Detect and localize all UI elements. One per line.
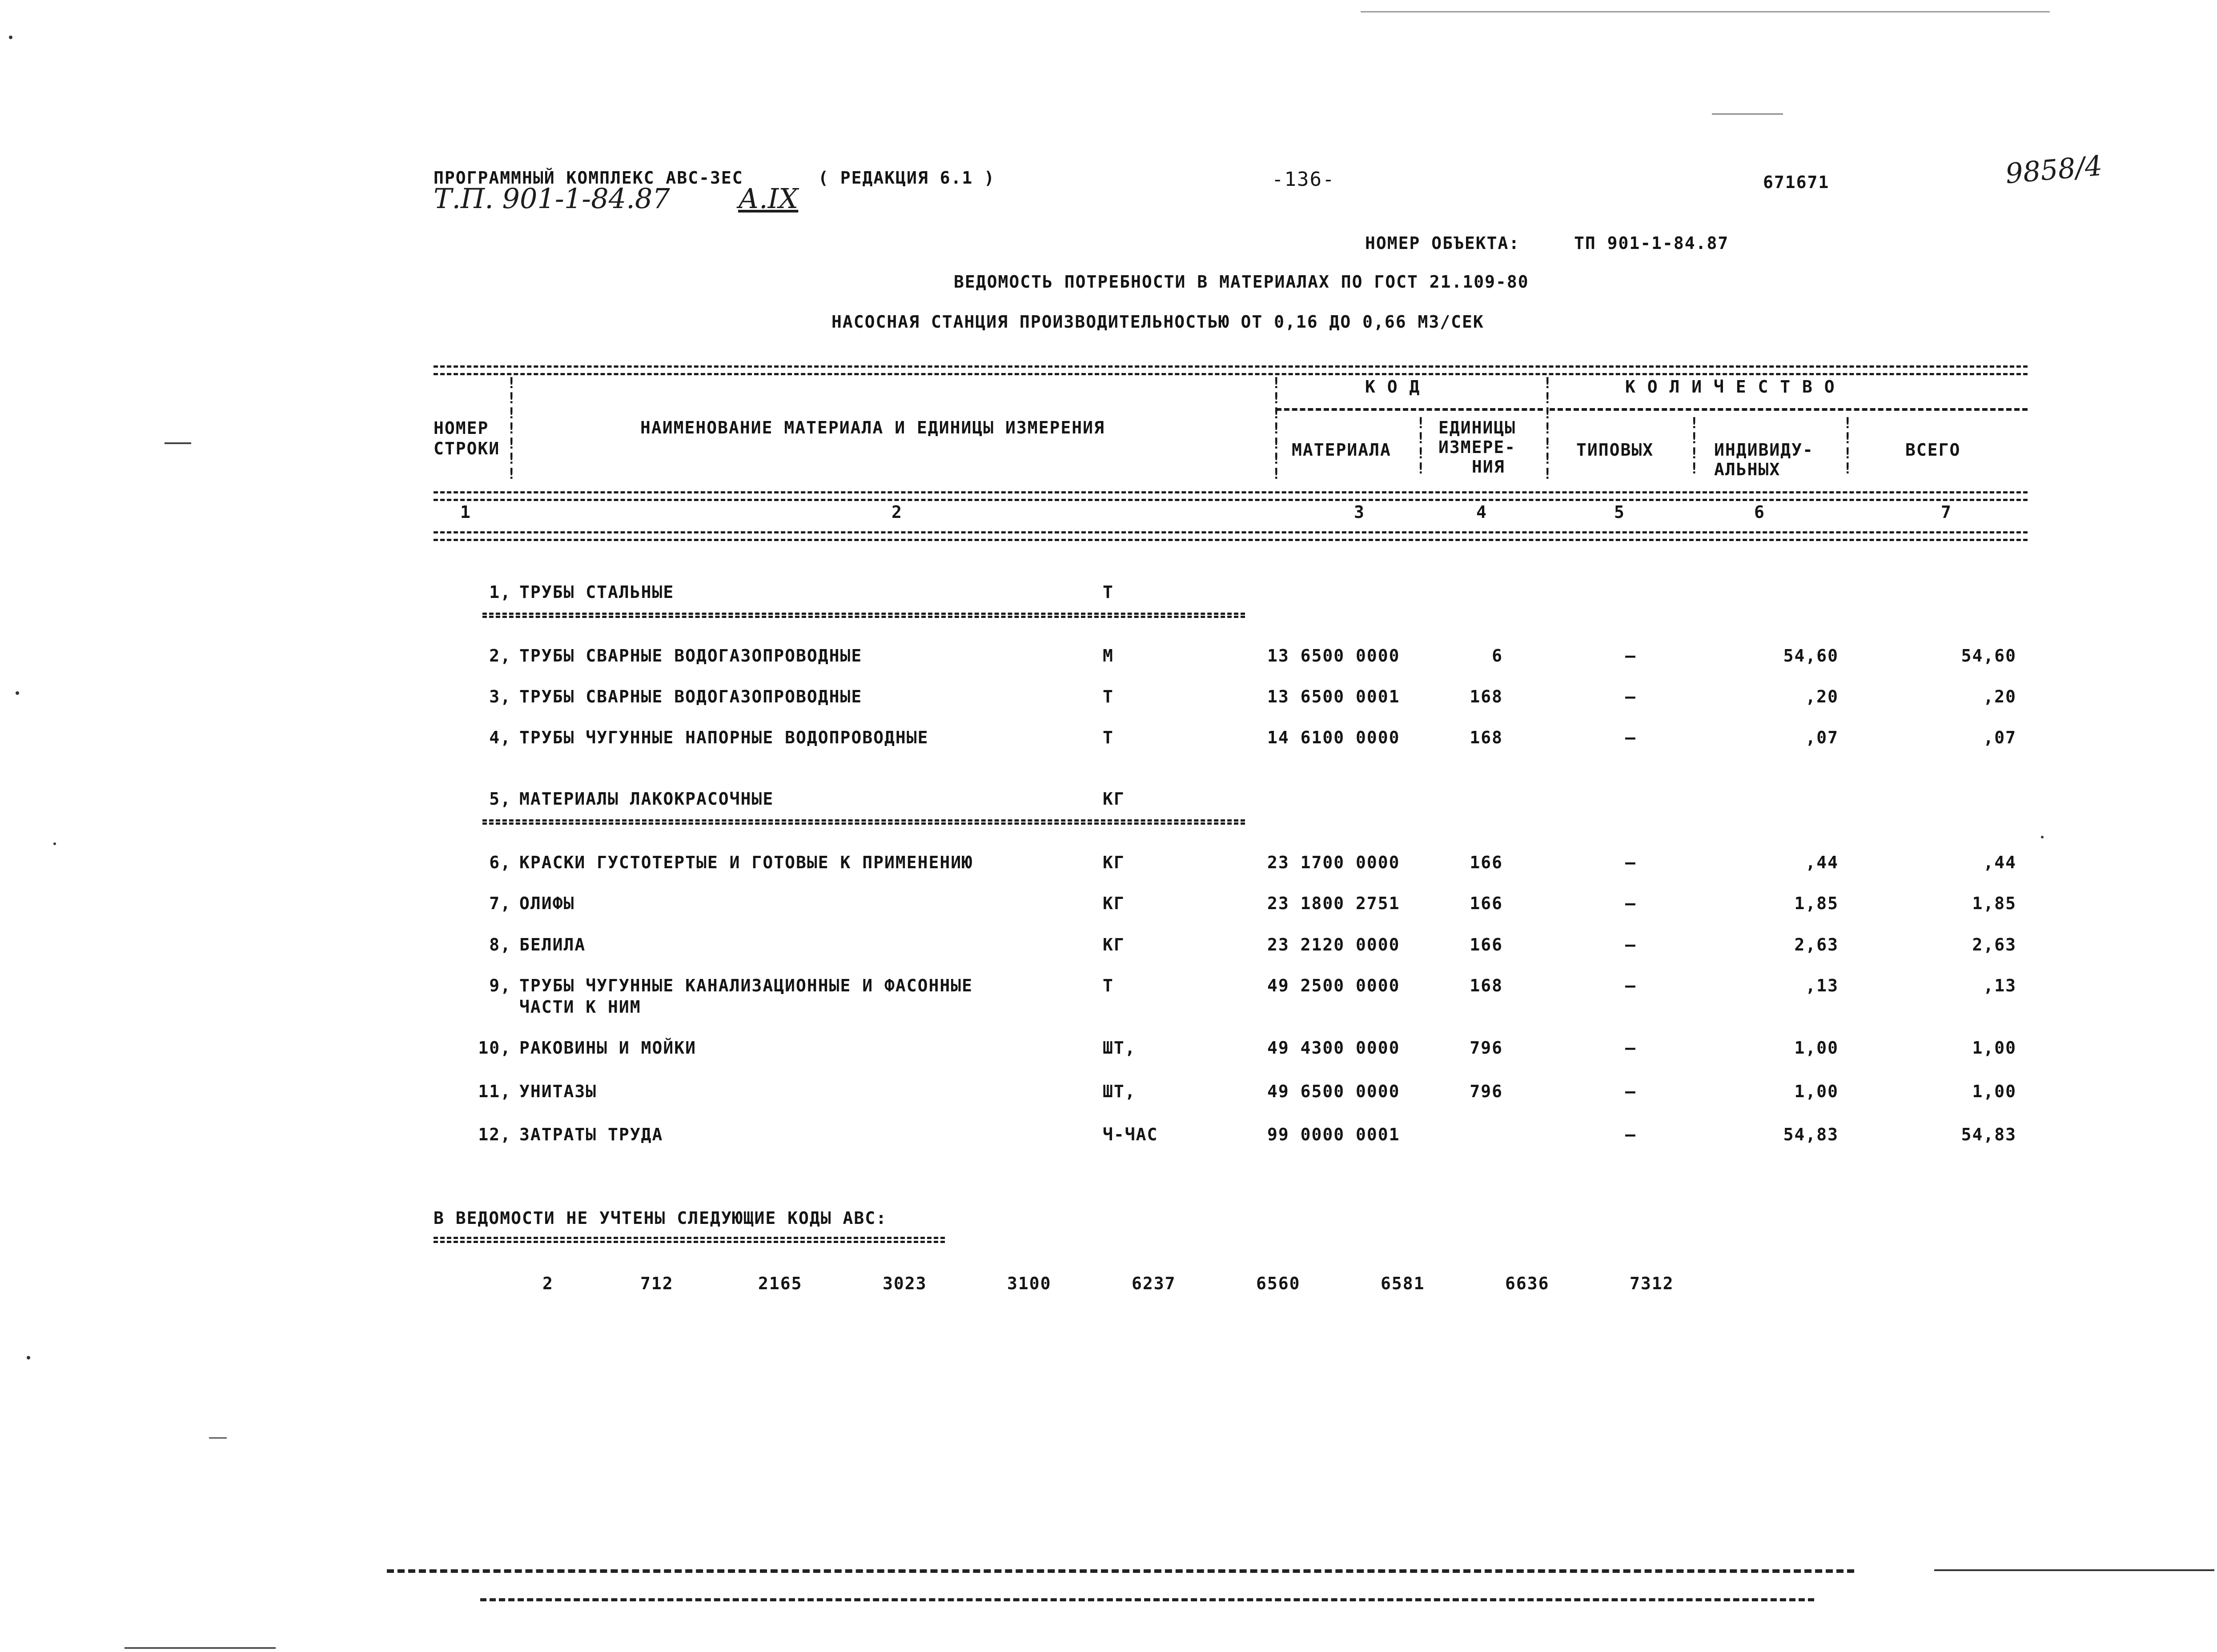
material-code: 23 1800 2751	[1267, 894, 1400, 913]
unit: Ч-ЧАС	[1103, 1125, 1158, 1144]
material-name-continued: ЧАСТИ К НИМ	[519, 997, 641, 1017]
table-number-rule	[434, 531, 2028, 541]
table-row	[0, 935, 2217, 962]
col-number: 6	[1754, 502, 1765, 522]
unit: Т	[1103, 582, 1114, 602]
unit: Т	[1103, 687, 1114, 706]
individual-qty: 1,00	[1794, 1082, 1839, 1101]
abc-code: 3100	[1007, 1274, 1052, 1293]
table-row	[0, 1038, 2217, 1065]
document-subtitle: НАСОСНАЯ СТАНЦИЯ ПРОИЗВОДИТЕЛЬНОСТЬЮ ОТ 0,16 ДО 0,66 М3/СЕК	[831, 312, 1484, 332]
col-separator: ! ! ! ! ! ! !	[1272, 374, 1281, 483]
col-number: 3	[1354, 502, 1365, 522]
page-number: -136-	[1272, 168, 1335, 191]
scan-speck	[2041, 836, 2044, 838]
row-number: 6,	[489, 853, 511, 872]
doc-code: 671671	[1763, 172, 1830, 192]
qty-group-rule	[1550, 408, 2028, 411]
individual-qty: ,07	[1805, 728, 1839, 747]
material-code: 49 4300 0000	[1267, 1038, 1400, 1058]
object-value: ТП 901-1-84.87	[1574, 233, 1729, 253]
code-group-header: К О Д	[1365, 377, 1421, 397]
typical-qty: —	[1625, 1082, 1636, 1101]
total-qty: 1,00	[1972, 1082, 2016, 1101]
table-row	[0, 789, 2217, 816]
abc-code: 7312	[1630, 1274, 1674, 1293]
individual-qty: 1,85	[1794, 894, 1839, 913]
col-number: 2	[892, 502, 903, 522]
total-header: ВСЕГО	[1905, 440, 1961, 460]
material-name: МАТЕРИАЛЫ ЛАКОКРАСОЧНЫЕ	[519, 789, 774, 809]
individual-header-line1: ИНДИВИДУ-	[1714, 440, 1814, 460]
row-number: 1,	[489, 582, 511, 602]
individual-qty: ,13	[1805, 976, 1839, 995]
row-number: 11,	[478, 1082, 511, 1101]
row-number: 9,	[489, 976, 511, 995]
edition-label: ( РЕДАКЦИЯ 6.1 )	[818, 168, 996, 188]
handwritten-project: Т.П. 901-1-84.87	[434, 182, 670, 215]
scan-artifact-line	[125, 1647, 276, 1649]
typical-header: ТИПОВЫХ	[1576, 440, 1654, 460]
scan-speck	[53, 842, 56, 845]
total-qty: ,13	[1983, 976, 2016, 995]
material-name: ЗАТРАТЫ ТРУДА	[519, 1125, 663, 1144]
individual-header	[1714, 440, 1814, 479]
table-head-rule	[434, 491, 2028, 501]
scan-artifact-line	[1934, 1569, 2214, 1571]
unit: КГ	[1103, 853, 1125, 872]
unit: ШТ,	[1103, 1082, 1136, 1101]
material-code: 13 6500 0001	[1267, 687, 1400, 706]
unit-code-header-line2: ИЗМЕРЕ-	[1438, 437, 1516, 457]
note-underline	[434, 1237, 945, 1243]
table-row	[0, 728, 2217, 754]
material-code: 49 6500 0000	[1267, 1082, 1400, 1101]
unit-code-header-line1: ЕДИНИЦЫ	[1438, 418, 1516, 437]
row-number: 7,	[489, 894, 511, 913]
unit-code: 168	[1470, 728, 1503, 747]
scan-artifact-line	[387, 1569, 1854, 1573]
object-label: НОМЕР ОБЪЕКТА:	[1365, 233, 1520, 253]
row-number-header-line1: НОМЕР	[434, 418, 489, 438]
table-row	[0, 1125, 2217, 1151]
uncounted-codes-note: В ВЕДОМОСТИ НЕ УЧТЕНЫ СЛЕДУЮЩИЕ КОДЫ АВС:	[434, 1208, 887, 1228]
material-code: 23 2120 0000	[1267, 935, 1400, 954]
scan-artifact-line	[480, 1598, 1814, 1601]
table-row	[0, 582, 2217, 609]
typical-qty: —	[1625, 894, 1636, 913]
unit-code: 6	[1492, 646, 1503, 666]
row-number: 12,	[478, 1125, 511, 1144]
material-name: ТРУБЫ СВАРНЫЕ ВОДОГАЗОПРОВОДНЫЕ	[519, 687, 863, 706]
material-name: КРАСКИ ГУСТОТЕРТЫЕ И ГОТОВЫЕ К ПРИМЕНЕНИЮ	[519, 853, 973, 872]
abc-code: 6560	[1256, 1274, 1301, 1293]
table-row	[0, 894, 2217, 920]
scan-artifact-line	[165, 442, 191, 444]
col-separator: ! ! ! !	[1843, 414, 1852, 477]
typical-qty: —	[1625, 853, 1636, 872]
col-number: 4	[1476, 502, 1487, 522]
total-qty: 54,83	[1961, 1125, 2016, 1144]
section-underline	[482, 613, 1245, 618]
abc-code: 6636	[1505, 1274, 1550, 1293]
abc-code: 6581	[1381, 1274, 1425, 1293]
total-qty: 2,63	[1972, 935, 2016, 954]
handwritten-album: А.IX	[738, 182, 799, 215]
unit-code: 166	[1470, 853, 1503, 872]
abc-code: 2	[542, 1274, 554, 1293]
material-code: 99 0000 0001	[1267, 1125, 1400, 1144]
row-number-header-line2: СТРОКИ	[434, 439, 500, 458]
name-header: НАИМЕНОВАНИЕ МАТЕРИАЛА И ЕДИНИЦЫ ИЗМЕРЕНИЯ	[640, 418, 1105, 437]
total-qty: ,07	[1983, 728, 2016, 747]
qty-group-header: К О Л И Ч Е С Т В О	[1625, 377, 1835, 397]
abc-code: 2165	[758, 1274, 803, 1293]
material-name: РАКОВИНЫ И МОЙКИ	[519, 1038, 697, 1058]
col-separator: ! ! ! !	[1690, 414, 1699, 477]
unit: Т	[1103, 728, 1114, 747]
scan-artifact-line	[1712, 113, 1783, 115]
material-name: БЕЛИЛА	[519, 935, 586, 954]
scan-speck	[27, 1356, 30, 1359]
abc-code: 712	[640, 1274, 674, 1293]
unit: Т	[1103, 976, 1114, 995]
row-number: 8,	[489, 935, 511, 954]
col-separator: ! ! ! !	[1416, 414, 1426, 477]
col-number: 1	[460, 502, 471, 522]
material-name: ТРУБЫ ЧУГУННЫЕ КАНАЛИЗАЦИОННЫЕ И ФАСОННЫЕ	[519, 976, 973, 995]
table-row	[0, 976, 2217, 1025]
scan-speck	[9, 36, 12, 39]
document-title: ВЕДОМОСТЬ ПОТРЕБНОСТИ В МАТЕРИАЛАХ ПО ГОСТ 21.109-80	[954, 272, 1529, 292]
individual-qty: 1,00	[1794, 1038, 1839, 1058]
col-number: 5	[1614, 502, 1625, 522]
unit-code: 166	[1470, 935, 1503, 954]
unit: М	[1103, 646, 1114, 666]
unit-code: 796	[1470, 1082, 1503, 1101]
individual-qty: 2,63	[1794, 935, 1839, 954]
unit: ШТ,	[1103, 1038, 1136, 1058]
total-qty: 1,85	[1972, 894, 2016, 913]
scan-artifact-line	[1361, 11, 2050, 12]
unit: КГ	[1103, 935, 1125, 954]
unit-code: 168	[1470, 976, 1503, 995]
material-name: ОЛИФЫ	[519, 894, 575, 913]
material-name: ТРУБЫ ЧУГУННЫЕ НАПОРНЫЕ ВОДОПРОВОДНЫЕ	[519, 728, 929, 747]
unit-code: 166	[1470, 894, 1503, 913]
unit-code: 168	[1470, 687, 1503, 706]
typical-qty: —	[1625, 687, 1636, 706]
unit-code-header	[1438, 418, 1516, 477]
individual-qty: 54,60	[1783, 646, 1839, 666]
individual-qty: 54,83	[1783, 1125, 1839, 1144]
total-qty: ,20	[1983, 687, 2016, 706]
typical-qty: —	[1625, 646, 1636, 666]
total-qty: ,44	[1983, 853, 2016, 872]
scan-artifact-line	[209, 1437, 227, 1439]
material-name: УНИТАЗЫ	[519, 1082, 597, 1101]
material-name: ТРУБЫ СВАРНЫЕ ВОДОГАЗОПРОВОДНЫЕ	[519, 646, 863, 666]
typical-qty: —	[1625, 1038, 1636, 1058]
table-row	[0, 853, 2217, 879]
row-number-header	[434, 418, 500, 459]
individual-header-line2: АЛЬНЫХ	[1714, 460, 1781, 479]
total-qty: 1,00	[1972, 1038, 2016, 1058]
row-number: 10,	[478, 1038, 511, 1058]
abc-code: 3023	[883, 1274, 927, 1293]
table-row	[0, 1082, 2217, 1108]
unit: КГ	[1103, 789, 1125, 809]
material-code: 13 6500 0000	[1267, 646, 1400, 666]
unit: КГ	[1103, 894, 1125, 913]
material-name: ТРУБЫ СТАЛЬНЫЕ	[519, 582, 675, 602]
total-qty: 54,60	[1961, 646, 2016, 666]
typical-qty: —	[1625, 935, 1636, 954]
abc-code: 6237	[1132, 1274, 1176, 1293]
material-code: 14 6100 0000	[1267, 728, 1400, 747]
unit-code: 796	[1470, 1038, 1503, 1058]
row-number: 2,	[489, 646, 511, 666]
typical-qty: —	[1625, 976, 1636, 995]
typical-qty: —	[1625, 1125, 1636, 1144]
section-underline	[482, 819, 1245, 825]
typical-qty: —	[1625, 728, 1636, 747]
row-number: 4,	[489, 728, 511, 747]
individual-qty: ,44	[1805, 853, 1839, 872]
unit-code-header-line3: НИЯ	[1472, 457, 1505, 477]
col-separator: ! ! ! ! ! ! !	[507, 374, 516, 483]
scan-speck	[16, 691, 19, 695]
code-group-rule	[1276, 408, 1543, 411]
individual-qty: ,20	[1805, 687, 1839, 706]
material-code-header: МАТЕРИАЛА	[1292, 440, 1391, 460]
material-code: 23 1700 0000	[1267, 853, 1400, 872]
col-separator: ! ! ! ! ! ! !	[1543, 374, 1552, 483]
col-number: 7	[1941, 502, 1952, 522]
program-name: ПРОГРАММНЫЙ КОМПЛЕКС АВС-3ЕС	[434, 168, 743, 188]
handwritten-id: 9858/4	[2004, 149, 2104, 190]
row-number: 3,	[489, 687, 511, 706]
row-number: 5,	[489, 789, 511, 809]
table-row	[0, 646, 2217, 673]
table-row	[0, 687, 2217, 714]
table-top-rule	[434, 365, 2028, 375]
material-code: 49 2500 0000	[1267, 976, 1400, 995]
